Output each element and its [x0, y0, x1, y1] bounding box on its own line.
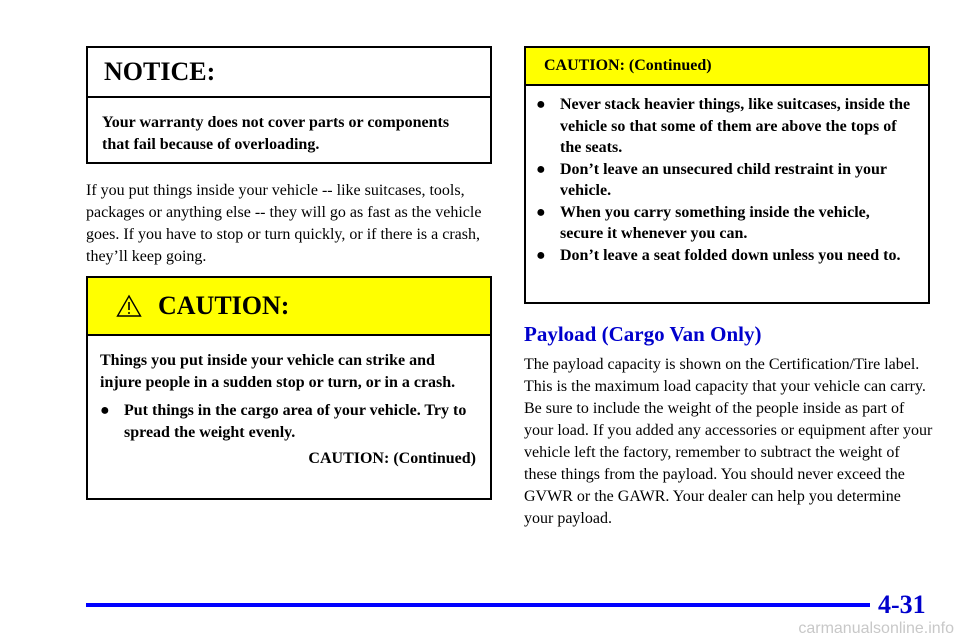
notice-box [86, 46, 492, 164]
notice-header [88, 48, 490, 98]
watermark: carmanualsonline.info [798, 620, 954, 637]
bullet-icon: ● [536, 160, 546, 178]
list-item [100, 400, 476, 444]
list-item [536, 245, 914, 267]
payload-paragraph: The payload capacity is shown on the Certification/Tire label. This is the maximum load capacity that your vehicle can carry. Be sure to include the weight of the people inside as part of your load. If you added any accessories or equipment after your vehicle left the factory, remember to subtract the weight of these things from the payload. You should never exceed the GVWR or the GAWR. Your dealer can help you determine your payload. [524, 356, 933, 527]
bullet-icon: ● [536, 246, 546, 264]
bullet-icon: ● [536, 203, 546, 221]
list-item-text: Put things in the cargo area of your vehicle. Try to spread the weight evenly. [124, 402, 467, 441]
caution-continued-box [524, 46, 930, 304]
notice-title: NOTICE: [104, 57, 216, 86]
list-item-text: Never stack heavier things, like suitcases, inside the vehicle so that some of them are above the tops of the seats. [560, 96, 911, 156]
page-number: 4-31 [878, 590, 926, 619]
footer-rule [86, 603, 870, 607]
cargo-paragraph: If you put things inside your vehicle -- like suitcases, tools, packages or anything else -- they will go as fast as the vehicle goes. If you have to stop or turn quickly, or if there is a crash, they’ll keep going. [86, 182, 482, 265]
list-item-text: Don’t leave an unsecured child restraint in your vehicle. [560, 160, 887, 199]
list-item [536, 202, 914, 245]
caution-title: CAUTION: [158, 291, 290, 320]
caution-continued-header [526, 48, 928, 86]
warning-triangle-icon [116, 294, 142, 318]
bullet-icon: ● [536, 96, 546, 113]
list-item-text: Don’t leave a seat folded down unless you need to. [560, 246, 901, 264]
list-item [536, 94, 914, 159]
notice-text: Your warranty does not cover parts or components that fail because of overloading. [102, 114, 450, 153]
caution-continued-label: CAUTION: (Continued) [308, 450, 476, 467]
section-heading: Payload (Cargo Van Only) [524, 322, 762, 346]
caution-text: Things you put inside your vehicle can strike and injure people in a sudden stop or turn, or in a crash. [100, 352, 456, 391]
list-item-text: When you carry something inside the vehicle, secure it whenever you can. [560, 203, 870, 242]
caution-header [88, 278, 490, 336]
list-item [536, 159, 914, 202]
caution-continued-title: CAUTION: (Continued) [544, 57, 712, 74]
bullet-icon: ● [100, 402, 110, 419]
caution-box [86, 276, 492, 500]
